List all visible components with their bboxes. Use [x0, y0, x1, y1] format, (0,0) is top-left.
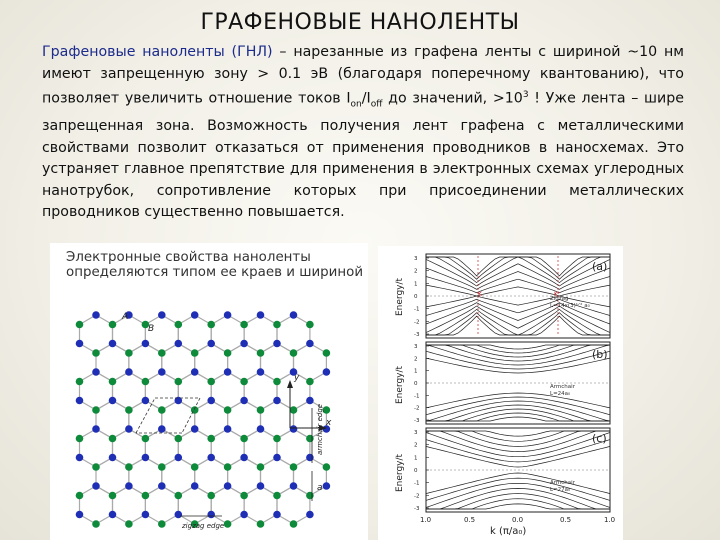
atom-b	[240, 378, 248, 386]
atom-b	[323, 463, 331, 471]
atom-b	[92, 349, 100, 357]
atom-b	[175, 492, 183, 500]
atom-a	[257, 311, 265, 319]
y-tick-label: 0	[414, 468, 418, 474]
atom-b	[240, 435, 248, 443]
atom-a	[109, 340, 117, 348]
atom-b	[142, 435, 150, 443]
x-axis-label: k (π/a₀)	[490, 526, 527, 537]
atom-b	[109, 378, 117, 386]
atom-a	[125, 368, 133, 376]
band-curve	[426, 345, 610, 357]
atom-a	[92, 368, 100, 376]
y-tick-label: -2	[414, 493, 420, 500]
k-point-label: K	[478, 291, 482, 298]
atom-b	[323, 349, 331, 357]
x-tick-2: 0.5	[464, 516, 476, 524]
band-curve	[426, 313, 610, 335]
atom-b	[290, 406, 298, 414]
y-tick-label: 3	[414, 430, 418, 436]
atom-a	[158, 368, 166, 376]
y-tick-label: 1	[414, 281, 418, 288]
body-part-3: ! Уже лента – шире запрещенная зона. Возможность получения лент графена с металлическими свойствами позволит отказаться от применения проводников в наносхемах. Это устраняет главное препятствие для применения в электронных схемах углеродных нанотрубок, сопротивление которых при присоединении металлических проводников существенно повышается.	[42, 90, 684, 221]
atom-a	[224, 368, 232, 376]
atom-b	[92, 520, 100, 528]
atom-b	[306, 492, 314, 500]
k-prime-point-label: K'	[554, 291, 560, 298]
atom-b	[142, 378, 150, 386]
band-curve	[426, 494, 610, 509]
atom-b	[125, 349, 133, 357]
atom-a	[273, 340, 281, 348]
atom-a	[240, 397, 248, 405]
atom-b	[125, 406, 133, 414]
atom-b	[224, 406, 232, 414]
atom-b	[109, 321, 117, 329]
panel-b-note-2: L=24a₀	[550, 391, 571, 397]
panel-c-note-1: Armchair	[550, 480, 575, 486]
atom-a	[191, 368, 199, 376]
y-tick-label: 0	[414, 381, 418, 387]
atom-b	[142, 492, 150, 500]
y-tick-label: -2	[414, 405, 420, 412]
atom-b	[125, 520, 133, 528]
atom-b	[224, 349, 232, 357]
atom-b	[290, 520, 298, 528]
y-tick-label: -3	[414, 332, 420, 338]
atom-b	[273, 492, 281, 500]
band-curve	[426, 351, 610, 369]
atom-b	[224, 520, 232, 528]
atom-a	[207, 340, 215, 348]
subscript-off: off	[370, 99, 383, 110]
band-curve	[426, 345, 610, 349]
label-y: y	[294, 373, 300, 383]
atom-b	[158, 463, 166, 471]
band-curve	[426, 504, 610, 509]
atom-b	[109, 435, 117, 443]
atom-b	[76, 378, 84, 386]
band-curve	[426, 285, 610, 296]
label-B: B	[148, 324, 155, 334]
atom-b	[158, 349, 166, 357]
y-tick-label: -2	[414, 319, 420, 326]
atom-a	[240, 340, 248, 348]
atom-b	[240, 321, 248, 329]
atom-a	[76, 397, 84, 405]
atom-b	[273, 378, 281, 386]
atom-a	[207, 511, 215, 519]
atom-a	[175, 511, 183, 519]
panel-c-label: (c)	[592, 432, 607, 445]
band-curve	[426, 397, 610, 415]
atom-b	[207, 321, 215, 329]
atom-b	[175, 435, 183, 443]
band-curve	[426, 409, 610, 421]
x-tick-5: 1.0	[604, 516, 616, 524]
atom-b	[175, 321, 183, 329]
x-tick-4: 0.5	[560, 516, 572, 524]
atom-a	[207, 454, 215, 462]
atom-b	[240, 492, 248, 500]
panel-a-note-2: L=14x(3)¹ᐟ² a₀	[550, 303, 590, 309]
atom-b	[207, 378, 215, 386]
body-part-2: до значений, >10	[382, 90, 523, 107]
atom-a	[257, 425, 265, 433]
atom-b	[92, 463, 100, 471]
x-tick-1: 1.0	[420, 516, 432, 524]
atom-a	[306, 340, 314, 348]
atom-a	[224, 311, 232, 319]
lattice-bonds	[80, 315, 327, 524]
atom-a	[76, 454, 84, 462]
y-tick-label: 0	[414, 294, 418, 300]
atom-a	[76, 511, 84, 519]
y-tick-label: 3	[414, 344, 418, 350]
atom-b	[207, 492, 215, 500]
y-tick-label: 2	[414, 356, 418, 363]
atom-a	[142, 454, 150, 462]
atom-b	[76, 492, 84, 500]
atom-a	[224, 482, 232, 490]
band-curve	[426, 268, 610, 289]
atom-b	[224, 463, 232, 471]
atom-a	[191, 482, 199, 490]
band-curve	[426, 478, 610, 500]
atom-a	[191, 425, 199, 433]
superscript-3: 3	[522, 90, 529, 100]
atom-a	[109, 511, 117, 519]
band-curve	[426, 393, 610, 408]
lattice-caption: Электронные свойства наноленты определяются типом ее краев и шириной	[66, 250, 364, 280]
y-tick-label: -1	[414, 480, 420, 487]
atom-a	[273, 454, 281, 462]
atom-b	[158, 406, 166, 414]
band-curve	[426, 431, 610, 446]
label-x: x	[326, 418, 332, 428]
atom-a	[76, 340, 84, 348]
atom-a	[306, 511, 314, 519]
y-tick-label: 3	[414, 256, 418, 262]
atom-a	[142, 340, 150, 348]
atom-a	[191, 311, 199, 319]
band-curve	[426, 431, 610, 436]
atom-a	[142, 397, 150, 405]
atom-a	[158, 482, 166, 490]
atom-b	[257, 406, 265, 414]
atom-b	[257, 520, 265, 528]
y-tick-label: -1	[414, 393, 420, 400]
body-part-1: – нарезанные из графена ленты с шириной ~10 нм имеют запрещенную зону > 0.1 эВ (благодаря поперечному квантованию), что позволяет увеличить отношение токов I	[42, 44, 684, 107]
label-A: A	[122, 312, 129, 322]
atom-b	[273, 435, 281, 443]
atom-b	[290, 463, 298, 471]
y-tick-label: -3	[414, 506, 420, 512]
atom-b	[109, 492, 117, 500]
atom-a	[257, 482, 265, 490]
band-curve	[426, 401, 610, 421]
atom-a	[306, 397, 314, 405]
label-a: a	[317, 483, 323, 493]
atom-b	[306, 321, 314, 329]
atom-b	[306, 378, 314, 386]
atom-b	[257, 349, 265, 357]
lattice-atoms	[76, 311, 331, 528]
label-zigzag-edge: zigzag edge	[182, 522, 225, 530]
atom-a	[175, 340, 183, 348]
slide-title: ГРАФЕНОВЫЕ НАНОЛЕНТЫ	[200, 10, 520, 35]
atom-a	[109, 397, 117, 405]
band-curve	[426, 257, 610, 279]
atom-a	[158, 311, 166, 319]
atom-b	[191, 349, 199, 357]
atom-a	[207, 397, 215, 405]
y-tick-label: 1	[414, 455, 418, 462]
body-slash: /I	[361, 90, 371, 107]
atom-a	[142, 511, 150, 519]
atom-b	[158, 520, 166, 528]
atom-b	[76, 321, 84, 329]
y-axis-arrowhead	[287, 380, 293, 388]
atom-a	[125, 482, 133, 490]
atom-a	[92, 425, 100, 433]
atom-a	[273, 511, 281, 519]
atom-a	[323, 482, 331, 490]
band-curve	[426, 259, 610, 286]
y-axis-label-a: Energy/t	[395, 277, 405, 316]
atom-a	[224, 425, 232, 433]
atom-a	[290, 311, 298, 319]
atom-a	[323, 368, 331, 376]
atom-b	[207, 435, 215, 443]
atom-a	[158, 425, 166, 433]
atom-a	[109, 454, 117, 462]
y-tick-label: -3	[414, 418, 420, 424]
band-curve	[426, 358, 610, 373]
y-axis-label-c: Energy/t	[395, 453, 405, 492]
y-tick-label: 1	[414, 368, 418, 375]
panel-a-note-1: Zigzag	[550, 296, 569, 302]
y-tick-label: -1	[414, 306, 420, 313]
atom-b	[76, 435, 84, 443]
atom-b	[92, 406, 100, 414]
slide-body-text	[42, 42, 684, 224]
band-curve	[426, 417, 610, 421]
term-highlight: Графеновые наноленты (ГНЛ)	[42, 44, 273, 60]
atom-b	[306, 435, 314, 443]
atom-a	[240, 511, 248, 519]
band-curve	[426, 306, 610, 333]
panel-b-label: (b)	[592, 348, 608, 361]
atom-a	[306, 454, 314, 462]
lattice-diagram	[50, 243, 368, 540]
atom-b	[175, 378, 183, 386]
atom-b	[257, 463, 265, 471]
atom-a	[290, 482, 298, 490]
band-structure-chart	[378, 246, 623, 540]
atom-a	[273, 397, 281, 405]
atom-b	[191, 463, 199, 471]
atom-a	[175, 454, 183, 462]
y-axis-label-b: Energy/t	[395, 365, 405, 404]
label-armchair-edge: armchair edge	[316, 403, 324, 455]
atom-b	[125, 463, 133, 471]
atom-a	[92, 311, 100, 319]
subscript-on: on	[350, 99, 362, 110]
panel-a-label: (a)	[592, 260, 608, 273]
panel-c-note-2: L=27a₀	[550, 487, 571, 493]
y-tick-label: 2	[414, 442, 418, 449]
atom-a	[240, 454, 248, 462]
atom-b	[290, 349, 298, 357]
band-curve	[426, 345, 610, 365]
band-curves	[426, 256, 610, 509]
atom-b	[273, 321, 281, 329]
y-tick-labels	[414, 256, 420, 512]
y-tick-label: 2	[414, 268, 418, 275]
atom-a	[257, 368, 265, 376]
atom-a	[290, 425, 298, 433]
atom-a	[92, 482, 100, 490]
x-tick-3: 0.0	[512, 516, 524, 524]
atom-a	[125, 425, 133, 433]
panel-b-note-1: Armchair	[550, 384, 575, 390]
band-curve	[426, 440, 610, 462]
